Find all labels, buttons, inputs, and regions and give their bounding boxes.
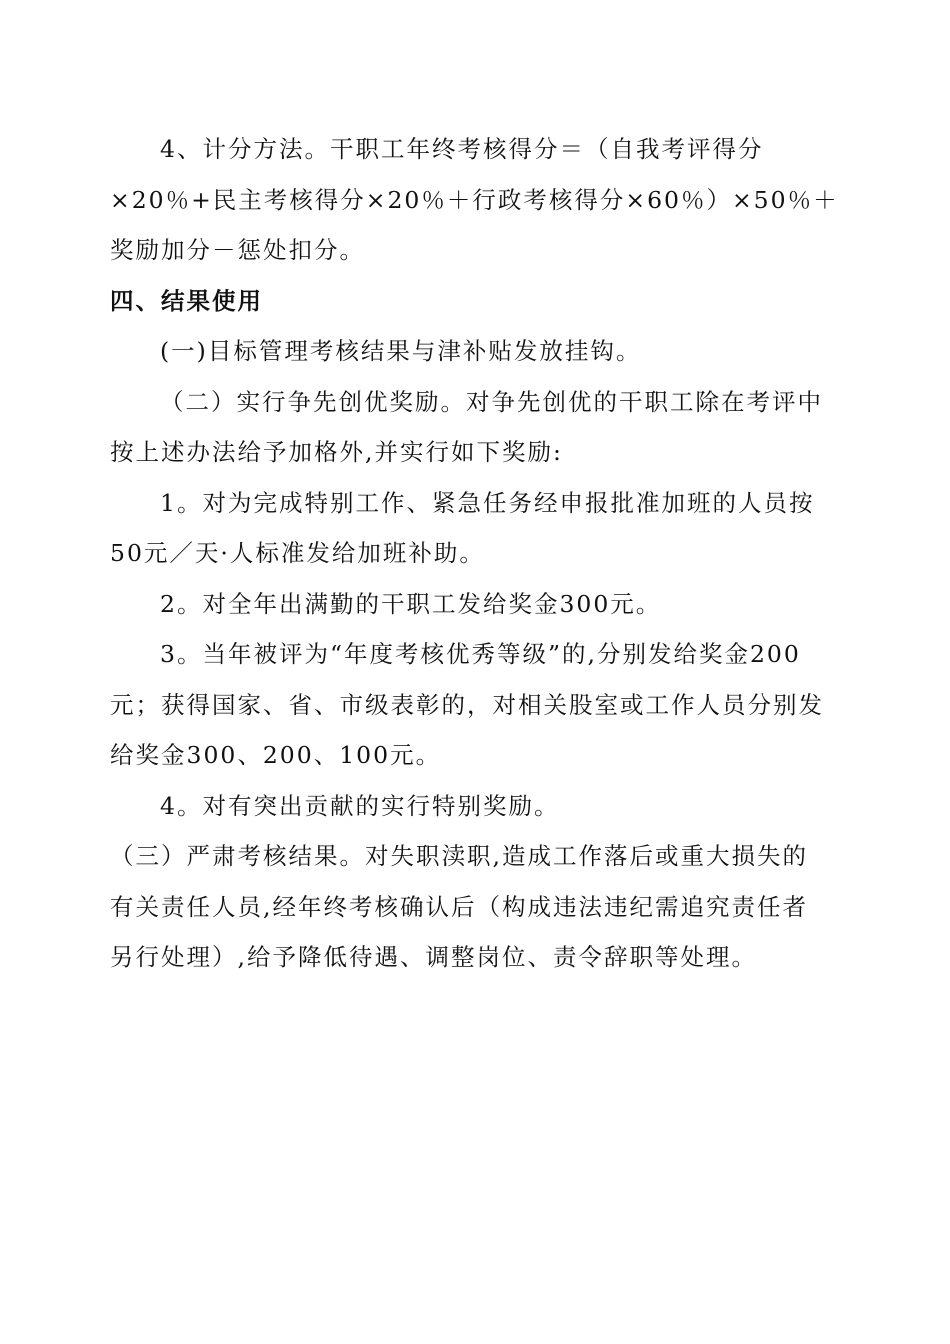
- text-line: （三）严肃考核结果。对失职渎职,造成工作落后或重大损失的: [110, 842, 808, 870]
- text-line: (一)目标管理考核结果与津补贴发放挂钩。: [160, 337, 642, 365]
- section-heading-results-use: 四、结果使用: [110, 286, 263, 315]
- text-line: 4、计分方法。干职工年终考核得分＝（自我考评得分: [160, 135, 764, 163]
- text-line: 2。对全年出满勤的干职工发给奖金300元。: [160, 589, 662, 618]
- paragraph-scoring-method: [110, 124, 839, 276]
- text-line: 4。对有突出贡献的实行特别奖励。: [160, 791, 560, 820]
- list-item-special-contribution: [110, 781, 825, 832]
- paragraph-strict-results: [110, 831, 825, 983]
- text-line: 按上述办法给予加格外,并实行如下奖励:: [110, 438, 563, 466]
- text-line: 元；获得国家、省、市级表彰的，对相关股室或工作人员分别发: [110, 690, 824, 719]
- text-line: 给奖金300、200、100元。: [110, 741, 442, 769]
- list-item-full-attendance: [110, 579, 825, 630]
- text-line: 1。对为完成特别工作、紧急任务经申报批准加班的人员按: [160, 488, 815, 517]
- paragraph-allowance-link: [110, 326, 825, 377]
- text-line: 3。当年被评为“年度考核优秀等级”的,分别发给奖金200: [160, 640, 801, 668]
- document-page: [110, 124, 839, 983]
- text-line: 奖励加分－惩处扣分。: [110, 236, 365, 264]
- paragraph-excellence-reward: [110, 377, 825, 478]
- text-line: ×20％+民主考核得分×20％＋行政考核得分×60％）×50％＋: [110, 185, 839, 214]
- text-line: （二）实行争先创优奖励。对争先创优的干职工除在考评中: [160, 387, 823, 416]
- list-item-overtime-subsidy: [110, 478, 825, 579]
- text-line: 另行处理）,给予降低待遇、调整岗位、责令辞职等处理。: [110, 943, 757, 971]
- list-item-excellent-grade: [110, 629, 825, 781]
- text-line: 50元／天·人标准发给加班补助。: [110, 539, 485, 567]
- text-line: 有关责任人员,经年终考核确认后（构成违法违纪需追究责任者: [110, 892, 808, 921]
